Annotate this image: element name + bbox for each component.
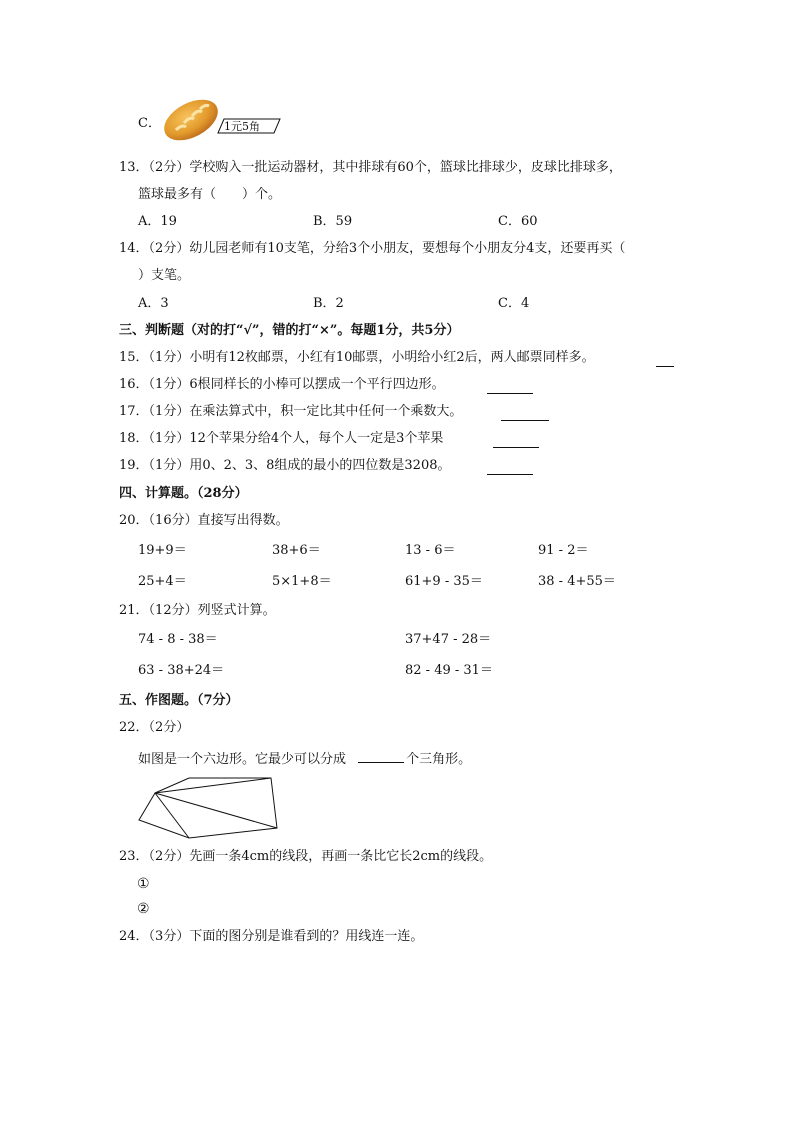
q21-expr-4: 82 - 49 - 31＝: [405, 663, 493, 678]
q13-option-b: B．59: [313, 214, 353, 229]
q20-title: 20．（16分）直接写出得数。: [119, 513, 289, 528]
q19-text: 19．（1分）用0、2、3、8组成的最小的四位数是3208。: [119, 458, 451, 473]
q15-answer-blank[interactable]: [656, 354, 674, 367]
q21-expr-3: 63 - 38+24＝: [138, 663, 225, 678]
q13-line2: 篮球最多有（ ）个。: [138, 187, 282, 202]
hexagon-figure: [136, 775, 281, 841]
q21-expr-1: 74 - 8 - 38＝: [138, 632, 218, 647]
q18-text: 18．（1分）12个苹果分给4个人，每个人一定是3个苹果: [119, 431, 444, 446]
q19-answer-blank[interactable]: [487, 462, 533, 475]
q13-option-a: A．19: [138, 214, 177, 229]
q17-answer-blank[interactable]: [501, 408, 549, 421]
q12-option-c-label: C．: [138, 116, 161, 131]
q20-expr-4: 91 - 2＝: [538, 543, 589, 558]
q23-title: 23．（2分）先画一条4cm的线段，再画一条比它长2cm的线段。: [119, 849, 493, 864]
q20-expr-6: 5×1+8＝: [272, 574, 332, 589]
q16-answer-blank[interactable]: [487, 381, 533, 394]
q20-expr-1: 19+9＝: [138, 543, 187, 558]
q13-line1: 13．（2分）学校购入一批运动器材，其中排球有60个，篮球比排球少，皮球比排球多，: [119, 160, 622, 175]
q14-option-b: B．2: [313, 296, 344, 311]
q22-text-after: 个三角形。: [406, 752, 472, 767]
q14-option-a: A．3: [138, 296, 169, 311]
q20-expr-5: 25+4＝: [138, 574, 187, 589]
section4-heading: 四、计算题。（28分）: [119, 486, 248, 501]
q18-answer-blank[interactable]: [493, 435, 539, 448]
q20-expr-2: 38+6＝: [272, 543, 321, 558]
section5-heading: 五、作图题。（7分）: [119, 693, 239, 708]
q22-title: 22．（2分）: [119, 720, 190, 735]
q21-title: 21．（12分）列竖式计算。: [119, 603, 276, 618]
q15-text: 15．（1分）小明有12枚邮票，小红有10邮票，小明给小红2后，两人邮票同样多。: [119, 350, 595, 365]
q20-expr-3: 13 - 6＝: [405, 543, 456, 558]
q16-text: 16．（1分）6根同样长的小棒可以摆成一个平行四边形。: [119, 377, 445, 392]
q14-line2: ）支笔。: [138, 268, 191, 283]
q17-text: 17．（1分）在乘法算式中，积一定比其中任何一个乘数大。: [119, 404, 463, 419]
q23-mark-2: ②: [137, 901, 150, 917]
q20-expr-7: 61+9 - 35＝: [405, 574, 483, 589]
q20-expr-8: 38 - 4+55＝: [538, 574, 616, 589]
q22-text-before: 如图是一个六边形。它最少可以分成: [138, 752, 347, 767]
q23-mark-1: ①: [137, 876, 150, 892]
bread-icon: [160, 94, 225, 146]
price-tag-text: 1元5角: [224, 120, 260, 133]
price-tag-icon: [218, 119, 280, 133]
q14-option-c: C．4: [498, 296, 530, 311]
q24-title: 24．（3分）下面的图分别是谁看到的？用线连一连。: [119, 929, 424, 944]
q22-answer-blank[interactable]: [358, 750, 404, 763]
q22-text: [138, 750, 471, 766]
q13-option-c: C．60: [498, 214, 538, 229]
q21-expr-2: 37+47 - 28＝: [405, 632, 492, 647]
section3-heading: 三、判断题（对的打“√”，错的打“×”。每题1分，共5分）: [119, 323, 460, 338]
q14-line1: 14．（2分）幼儿园老师有10支笔，分给3个小朋友，要想每个小朋友分4支，还要再买（: [119, 241, 626, 256]
bread-price-image: [160, 94, 284, 146]
